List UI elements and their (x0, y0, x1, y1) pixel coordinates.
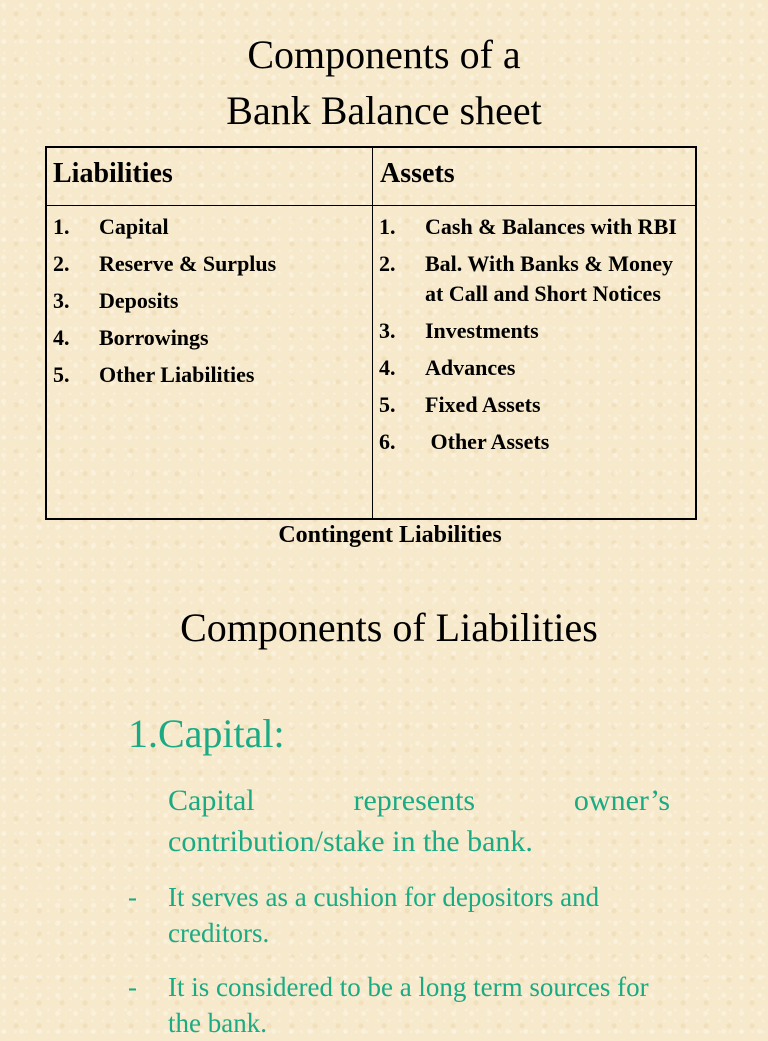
item-text: Other Assets (425, 429, 550, 454)
list-item (379, 427, 679, 457)
dash-bullet: - (128, 882, 137, 912)
item-text: Other Liabilities (99, 362, 255, 387)
bullet-text: It serves as a cushion for depositors and creditors. (168, 882, 600, 948)
item-text: Investments (425, 318, 539, 343)
item-text: Capital (99, 214, 169, 239)
item-number: 2. (379, 251, 396, 276)
slide-title-line1: Components of a (247, 32, 521, 77)
item-number: 4. (53, 325, 70, 350)
item-text: Cash & Balances with RBI (425, 214, 677, 239)
item-text: Fixed Assets (425, 392, 541, 417)
list-item (379, 353, 679, 383)
item-number: 1. (379, 214, 396, 239)
liabilities-header: Liabilities (53, 158, 173, 189)
item-number: 3. (53, 288, 70, 313)
item-number: 4. (379, 355, 396, 380)
list-item (53, 323, 353, 353)
balance-sheet-table (45, 146, 697, 520)
liabilities-list (53, 212, 353, 397)
list-item (53, 360, 353, 390)
item-text: Bal. With Banks & Money at Call and Short Notices (425, 251, 673, 306)
list-item (53, 286, 353, 316)
item-number: 6. (379, 429, 396, 454)
contingent-liabilities-label: Contingent Liabilities (278, 522, 502, 548)
item-text: Deposits (99, 288, 179, 313)
item-number: 5. (379, 392, 396, 417)
item-text: Reserve & Surplus (99, 251, 277, 276)
bullet-item (128, 879, 668, 951)
item-number: 5. (53, 362, 70, 387)
list-item (379, 390, 679, 420)
section-title: Components of Liabilities (180, 605, 598, 650)
capital-heading: 1.Capital: (128, 711, 285, 756)
list-item (379, 249, 679, 309)
table-header-divider (47, 205, 695, 206)
item-text: Advances (425, 355, 516, 380)
item-number: 1. (53, 214, 70, 239)
bullet-item (128, 969, 668, 1041)
item-number: 2. (53, 251, 70, 276)
list-item (53, 249, 353, 279)
table-column-divider (372, 148, 373, 518)
list-item (379, 316, 679, 346)
list-item (53, 212, 353, 242)
item-number: 3. (379, 318, 396, 343)
bullet-text: It is considered to be a long term sources for the bank. (168, 972, 649, 1038)
capital-description: Capital represents owner’s contribution/stake in the bank. (168, 784, 670, 858)
slide-title-line2: Bank Balance sheet (226, 88, 542, 133)
dash-bullet: - (128, 972, 137, 1002)
item-text: Borrowings (99, 325, 209, 350)
assets-header: Assets (380, 158, 455, 189)
list-item (379, 212, 679, 242)
assets-list (379, 212, 679, 464)
